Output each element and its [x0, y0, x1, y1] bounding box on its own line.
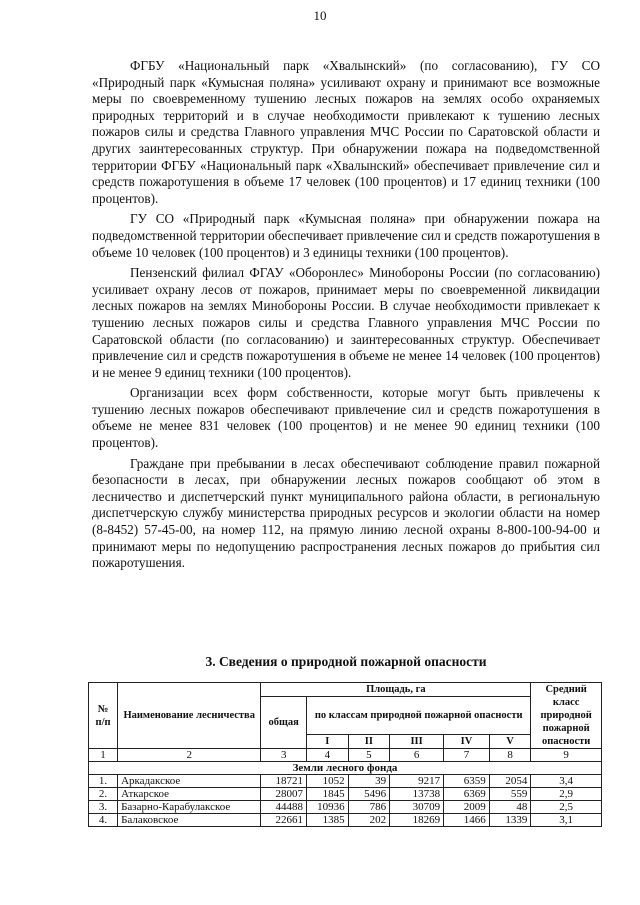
- body-text: [92, 58, 600, 576]
- col-number: 4: [307, 749, 349, 762]
- area-class-1: 1052: [307, 775, 349, 788]
- area-class-4: 1466: [444, 814, 490, 827]
- area-class-1: 1845: [307, 788, 349, 801]
- area-total: 22661: [261, 814, 307, 827]
- area-total: 28007: [261, 788, 307, 801]
- forestry-name: Базарно-Карабулакское: [118, 801, 261, 814]
- area-class-5: 559: [489, 788, 531, 801]
- area-class-3: 18269: [390, 814, 444, 827]
- row-num: 3.: [89, 801, 118, 814]
- col-number: 2: [118, 749, 261, 762]
- col-number: 3: [261, 749, 307, 762]
- paragraph: Граждане при пребывании в лесах обеспечивают соблюдение правил пожарной безопасности в лесах, при обнаружении лесных пожаров сообщают об этом в лесничество и диспетчерский пункт муниципального района области, в региональную диспетчерскую службу министерства природных ресурсов и экологии области на номер (8-8452) 57-45-00, на номер 112, на прямую линию лесной охраны 8-800-100-94-00 и принимают меры по недопущению распространения лесных пожаров до прибытия сил пожаротушения.: [92, 455, 600, 571]
- paragraph: ГУ СО «Природный парк «Кумысная поляна» при обнаружении пожара на подведомственной территории обеспечивает привлечение сил и средств пожаротушения в объеме 10 человек (100 процентов) и 3 единицы техники (100 процентов).: [92, 211, 600, 260]
- col-number: 8: [489, 749, 531, 762]
- header-classes: по классам природной пожарной опасности: [307, 697, 531, 735]
- col-number: 9: [531, 749, 602, 762]
- header-class-3: III: [390, 735, 444, 749]
- column-number-row: [89, 749, 602, 762]
- header-class-2: II: [348, 735, 390, 749]
- forestry-name: Аркадакское: [118, 775, 261, 788]
- area-class-5: 2054: [489, 775, 531, 788]
- row-num: 2.: [89, 788, 118, 801]
- header-total: общая: [261, 697, 307, 749]
- col-number: 6: [390, 749, 444, 762]
- area-class-4: 6369: [444, 788, 490, 801]
- area-class-2: 39: [348, 775, 390, 788]
- area-class-5: 1339: [489, 814, 531, 827]
- page-number: 10: [313, 8, 327, 23]
- header-area: Площадь, га: [261, 683, 531, 697]
- area-class-2: 786: [348, 801, 390, 814]
- header-name: Наименование лесничества: [118, 683, 261, 749]
- forestry-name: Аткарское: [118, 788, 261, 801]
- header-avg-class: Средний класс природной пожарной опасности: [531, 683, 602, 749]
- paragraph: Организации всех форм собственности, которые могут быть привлечены к тушению лесных пожаров обеспечивают привлечение сил и средств пожаротушения в объеме не менее 831 человек (100 процентов) и не менее 90 единиц техники (100 процентов).: [92, 385, 600, 451]
- row-num: 4.: [89, 814, 118, 827]
- paragraph: ФГБУ «Национальный парк «Хвалынский» (по согласованию), ГУ СО «Природный парк «Кумысная поляна» усиливают охрану и принимают все возможные меры по своевременному тушению лесных пожаров на землях особо охраняемых природных территорий и в случае необходимости привлекают к тушению лесных пожаров силы и средства Главного управления МЧС России по Саратовской области и других заинтересованных структур. При обнаружении пожара на подведомственной территории ФГБУ «Национальный парк «Хвалынский» обеспечивает привлечение сил и средств пожаротушения в объеме 17 человек (100 процентов) и 17 единиц техники (100 процентов).: [92, 58, 600, 206]
- header-num: № п/п: [89, 683, 118, 749]
- table-row: [89, 801, 602, 814]
- area-class-4: 2009: [444, 801, 490, 814]
- area-class-2: 202: [348, 814, 390, 827]
- section-label: Земли лесного фонда: [89, 762, 602, 775]
- header-class-5: V: [489, 735, 531, 749]
- fire-danger-table: [88, 682, 602, 827]
- area-total: 44488: [261, 801, 307, 814]
- col-number: 5: [348, 749, 390, 762]
- table-row: [89, 788, 602, 801]
- avg-class: 3,4: [531, 775, 602, 788]
- avg-class: 3,1: [531, 814, 602, 827]
- area-class-5: 48: [489, 801, 531, 814]
- section-heading: 3. Сведения о природной пожарной опасности: [205, 654, 487, 669]
- area-total: 18721: [261, 775, 307, 788]
- row-num: 1.: [89, 775, 118, 788]
- area-class-3: 30709: [390, 801, 444, 814]
- avg-class: 2,5: [531, 801, 602, 814]
- area-class-2: 5496: [348, 788, 390, 801]
- area-class-4: 6359: [444, 775, 490, 788]
- forestry-name: Балаковское: [118, 814, 261, 827]
- table-row: [89, 775, 602, 788]
- section-row: [89, 762, 602, 775]
- table-row: [89, 814, 602, 827]
- header-class-4: IV: [444, 735, 490, 749]
- header-class-1: I: [307, 735, 349, 749]
- area-class-3: 13738: [390, 788, 444, 801]
- avg-class: 2,9: [531, 788, 602, 801]
- area-class-3: 9217: [390, 775, 444, 788]
- paragraph: Пензенский филиал ФГАУ «Оборонлес» Минобороны России (по согласованию) усиливает охрану лесов от пожаров, принимает меры по своевременной ликвидации лесных пожаров на землях Минобороны России. В случае необходимости привлекает к тушению лесных пожаров силы и средства Главного управления МЧС России по Саратовской области (по согласованию) и заинтересованных структур. Обеспечивает привлечение сил и средств пожаротушения в объеме не менее 14 человек (100 процентов) и не менее 9 единиц техники (100 процентов).: [92, 265, 600, 380]
- col-number: 1: [89, 749, 118, 762]
- col-number: 7: [444, 749, 490, 762]
- area-class-1: 10936: [307, 801, 349, 814]
- area-class-1: 1385: [307, 814, 349, 827]
